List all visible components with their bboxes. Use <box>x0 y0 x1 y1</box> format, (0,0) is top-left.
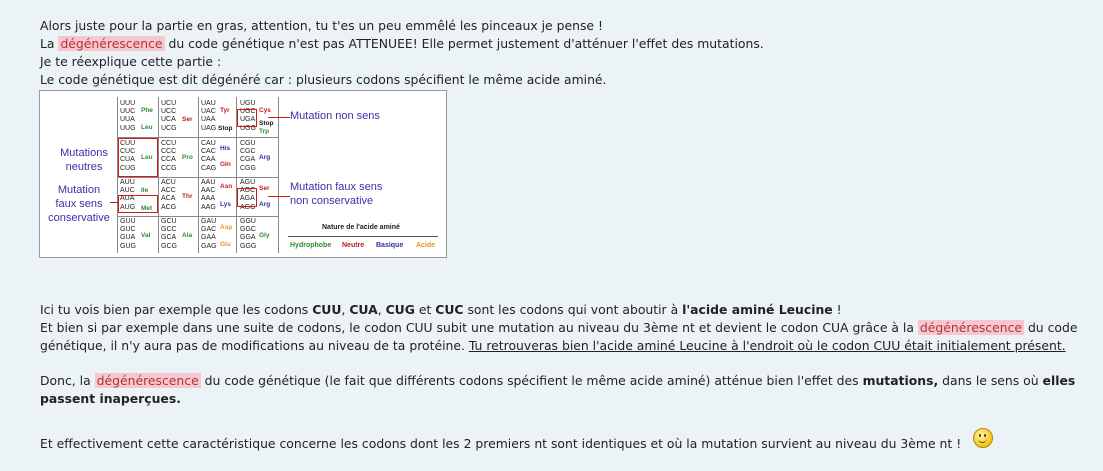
post-line-3: Je te réexplique cette partie : <box>40 54 222 69</box>
text-segment: La <box>40 36 59 51</box>
agc-aga-box <box>237 188 257 207</box>
elles-passent-bold: elles passent inaperçues. <box>40 373 1076 406</box>
underlined-sentence: Tu retrouveras bien l'acide aminé Leucine à l'endroit où le codon CUU était initialement présent. <box>468 338 1066 353</box>
text-segment: dans le sens où <box>938 373 1043 388</box>
text-segment: , <box>377 302 386 317</box>
text-segment: sont les codons qui vont aboutir à <box>463 302 683 317</box>
text-segment: Ici tu vois bien par exemple que les codons <box>40 302 313 317</box>
aa-label: Leu <box>141 154 153 161</box>
aa-label: Ser <box>259 185 270 192</box>
aa-label: Leu <box>141 124 153 131</box>
aa-label: Trp <box>259 128 270 135</box>
aa-label: Pro <box>182 154 193 161</box>
label-non-sens: Mutation non sens <box>290 110 380 122</box>
aa-label: Lys <box>220 201 231 208</box>
genetic-code-figure <box>39 90 447 258</box>
codon-block: AAU AAC AAA AAG <box>201 179 216 211</box>
label-faux-sens-conservative: Mutation faux sens conservative <box>48 184 110 224</box>
aa-label: Thr <box>182 193 193 200</box>
codon-block: CAU CAC CAA CAG <box>201 140 217 172</box>
aa-label: Tyr <box>220 107 230 114</box>
smiley-emoticon-icon <box>973 428 993 448</box>
label-faux-sens-non-conservative: Mutation faux sens non conservative <box>290 181 383 207</box>
codon-block: CUU CUC CUA CUG <box>120 140 136 172</box>
aa-label: Cys <box>259 107 271 114</box>
aa-label: His <box>220 145 231 152</box>
codon-block: GCU GCC GCA GCG <box>161 218 177 250</box>
legend-acide: Acide <box>416 242 436 249</box>
aa-label: Arg <box>259 201 271 208</box>
legend-neutre: Neutre <box>342 242 365 249</box>
codon-block: AUU AUC AUA AUG <box>120 179 136 211</box>
post-paragraph-5: Et effectivement cette caractéristique concerne les codons dont les 2 premiers nt sont identiques et où la mutation survient au niveau du 3ème nt ! <box>40 436 962 451</box>
post-paragraph-4 <box>40 372 1090 408</box>
aa-label: Asp <box>220 224 233 231</box>
aa-label: Ala <box>182 232 193 239</box>
text-segment: du code génétique n'est pas ATTENUEE! Elle permet justement d'atténuer l'effet des mutations. <box>164 36 764 51</box>
aa-label: Ile <box>141 187 149 194</box>
aa-label: Gln <box>220 161 231 168</box>
text-segment: ! <box>832 302 842 317</box>
codon-block: UAU UAC UAA UAG <box>201 100 217 132</box>
aa-label: Asn <box>220 183 233 190</box>
text-segment: Et bien si par exemple dans une suite de codons, le codon CUU subit une mutation au niveau du 3ème nt et devient le codon CUA grâce à la <box>40 320 918 335</box>
codon-block: UUU UUC UUA UUG <box>120 100 136 132</box>
mutations-bold: mutations, <box>862 373 939 388</box>
aa-label: Arg <box>259 154 271 161</box>
text-segment: et <box>414 302 436 317</box>
codon-block: CGU CGC CGA CGG <box>240 140 256 172</box>
text-segment: Donc, la <box>40 373 95 388</box>
codon-block: AGU AGC AGA AGG <box>240 179 256 211</box>
aa-label: Val <box>141 232 151 239</box>
codon-block: UGU UGC UGA UGG <box>240 100 256 132</box>
codon-block: GGU GGC GGA GGG <box>240 218 257 250</box>
codon-bold: CUC <box>435 302 464 317</box>
codon-block: UCU UCC UCA UCG <box>161 100 177 132</box>
text-segment: du code génétique, il n'y aura pas de modifications au niveau de ta protéine. <box>40 320 1078 353</box>
codon-bold: CUA <box>349 302 378 317</box>
post-line-1: Alors juste pour la partie en gras, attention, tu t'es un peu emmêlé les pinceaux je pense ! <box>40 18 603 33</box>
post-paragraph-3 <box>40 319 1090 355</box>
codon-bold: CUU <box>312 302 342 317</box>
post-line-4: Le code génétique est dit dégénéré car : plusieurs codons spécifient le même acide aminé. <box>40 72 607 87</box>
aa-label: Gly <box>259 232 270 239</box>
text-segment: , <box>341 302 350 317</box>
highlighted-term: dégénérescence <box>60 36 163 51</box>
codon-block: ACU ACC ACA ACG <box>161 179 177 211</box>
highlighted-term: dégénérescence <box>96 373 199 388</box>
ugc-uga-box <box>237 109 257 127</box>
text-segment: du code génétique (le fait que différents codons spécifient le même acide aminé) atténue bien l'effet des <box>200 373 863 388</box>
aa-label: Ser <box>182 116 193 123</box>
aa-label: Phe <box>141 107 153 114</box>
highlighted-term: dégénérescence <box>919 320 1022 335</box>
aa-label: Glu <box>220 241 231 248</box>
codon-block: GUU GUC GUA GUG <box>120 218 136 250</box>
leucine-bold: l'acide aminé Leucine <box>682 302 833 317</box>
post-line-2 <box>40 35 764 53</box>
codon-block: GAU GAC GAA GAG <box>201 218 217 250</box>
aa-label: Met <box>141 205 153 212</box>
codon-bold: CUG <box>385 302 415 317</box>
legend-hydrophobe: Hydrophobe <box>290 242 332 249</box>
post-paragraph-2 <box>40 301 842 319</box>
leucine-box <box>118 138 158 177</box>
aa-label: Stop <box>259 120 274 127</box>
label-mutations-neutres: Mutations neutres <box>60 147 108 173</box>
legend-title: Nature de l'acide aminé <box>322 224 400 231</box>
aa-label: Stop <box>218 125 233 132</box>
legend-basique: Basique <box>376 242 404 249</box>
ile-met-box <box>118 195 158 213</box>
codon-block: CCU CCC CCA CCG <box>161 140 177 172</box>
